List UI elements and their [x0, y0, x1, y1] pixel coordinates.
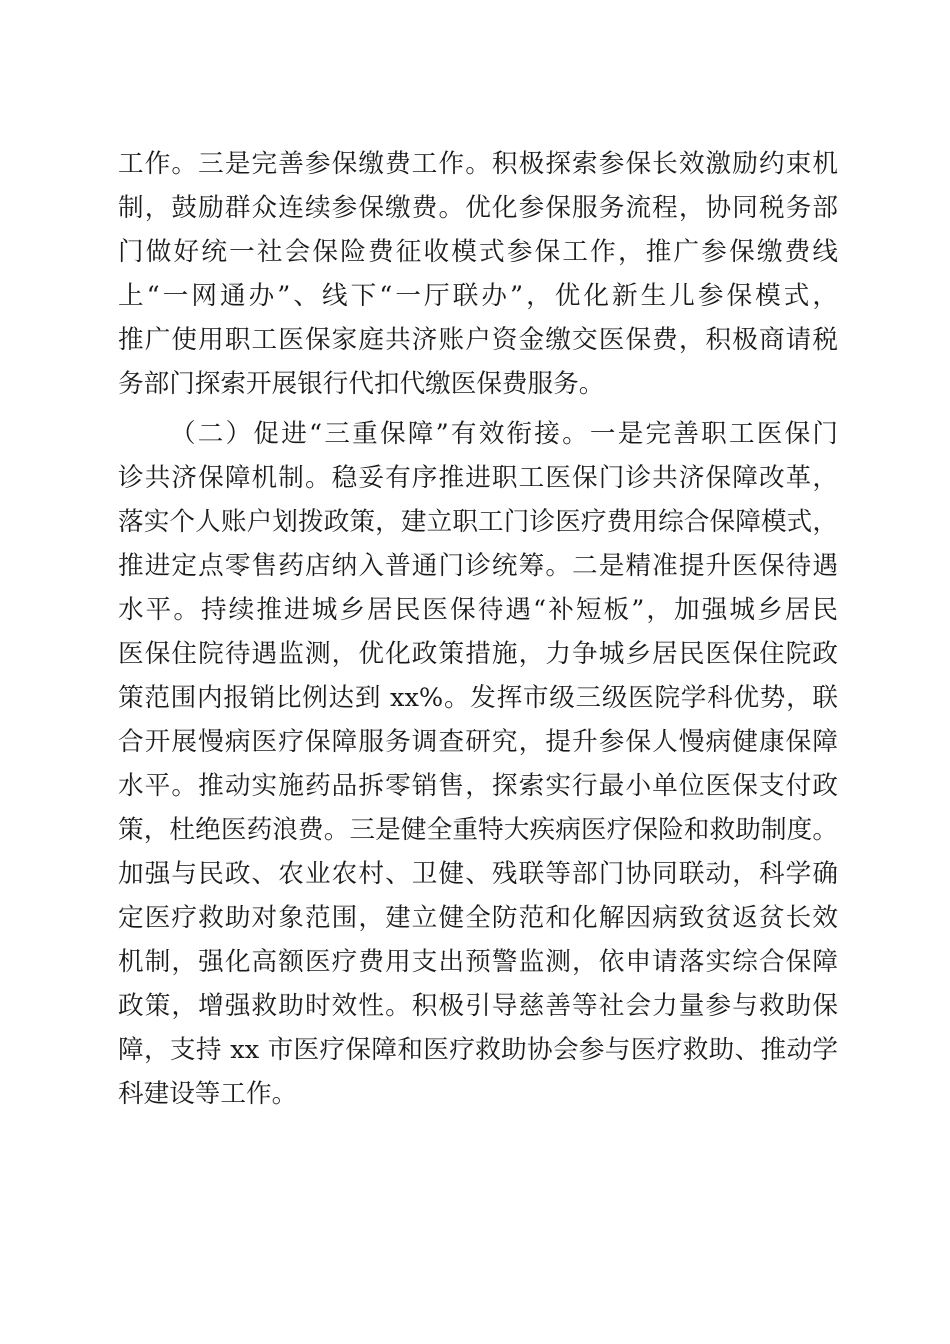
text-line: 落实个人账户划拨政策，建立职工门诊医疗费用综合保障模式，: [118, 507, 838, 537]
text-line: 策范围内报销比例达到 xx%。发挥市级三级医院学科优势，联: [118, 683, 838, 713]
text-line: 策，杜绝医药浪费。三是健全重特大疾病医疗保险和救助制度。: [118, 815, 838, 845]
text-line: 务部门探索开展银行代扣代缴医保费服务。: [118, 369, 605, 399]
text-line: 推进定点零售药店纳入普通门诊统筹。二是精准提升医保待遇: [118, 551, 838, 581]
text-line: 障，支持 xx 市医疗保障和医疗救助协会参与医疗救助、推动学: [118, 1035, 838, 1065]
text-line: 科建设等工作。: [118, 1079, 298, 1109]
text-line: 上“一网通办”、线下“一厅联办”，优化新生儿参保模式，: [118, 281, 838, 311]
text-line: 机制，强化高额医疗费用支出预警监测，依申请落实综合保障: [118, 947, 838, 977]
text-line: 水平。推动实施药品拆零销售，探索实行最小单位医保支付政: [118, 771, 838, 801]
text-line: 定医疗救助对象范围，建立健全防范和化解因病致贫返贫长效: [118, 903, 838, 933]
text-line: 诊共济保障机制。稳妥有序推进职工医保门诊共济保障改革，: [118, 463, 838, 493]
text-line: 政策，增强救助时效性。积极引导慈善等社会力量参与救助保: [118, 991, 838, 1021]
text-line: 合开展慢病医疗保障服务调查研究，提升参保人慢病健康保障: [118, 727, 838, 757]
text-line: 加强与民政、农业农村、卫健、残联等部门协同联动，科学确: [118, 859, 838, 889]
text-line: 推广使用职工医保家庭共济账户资金缴交医保费，积极商请税: [118, 325, 838, 355]
text-line: 水平。持续推进城乡居民医保待遇“补短板”，加强城乡居民: [118, 595, 838, 625]
text-line: 制，鼓励群众连续参保缴费。优化参保服务流程，协同税务部: [118, 193, 838, 223]
text-line: 医保住院待遇监测，优化政策措施，力争城乡居民医保住院政: [118, 639, 838, 669]
paragraph-heading-line: （二）促进“三重保障”有效衔接。一是完善职工医保门: [170, 419, 838, 449]
text-line: 工作。三是完善参保缴费工作。积极探索参保长效激励约束机: [118, 149, 838, 179]
text-line: 门做好统一社会保险费征收模式参保工作，推广参保缴费线: [118, 237, 838, 267]
